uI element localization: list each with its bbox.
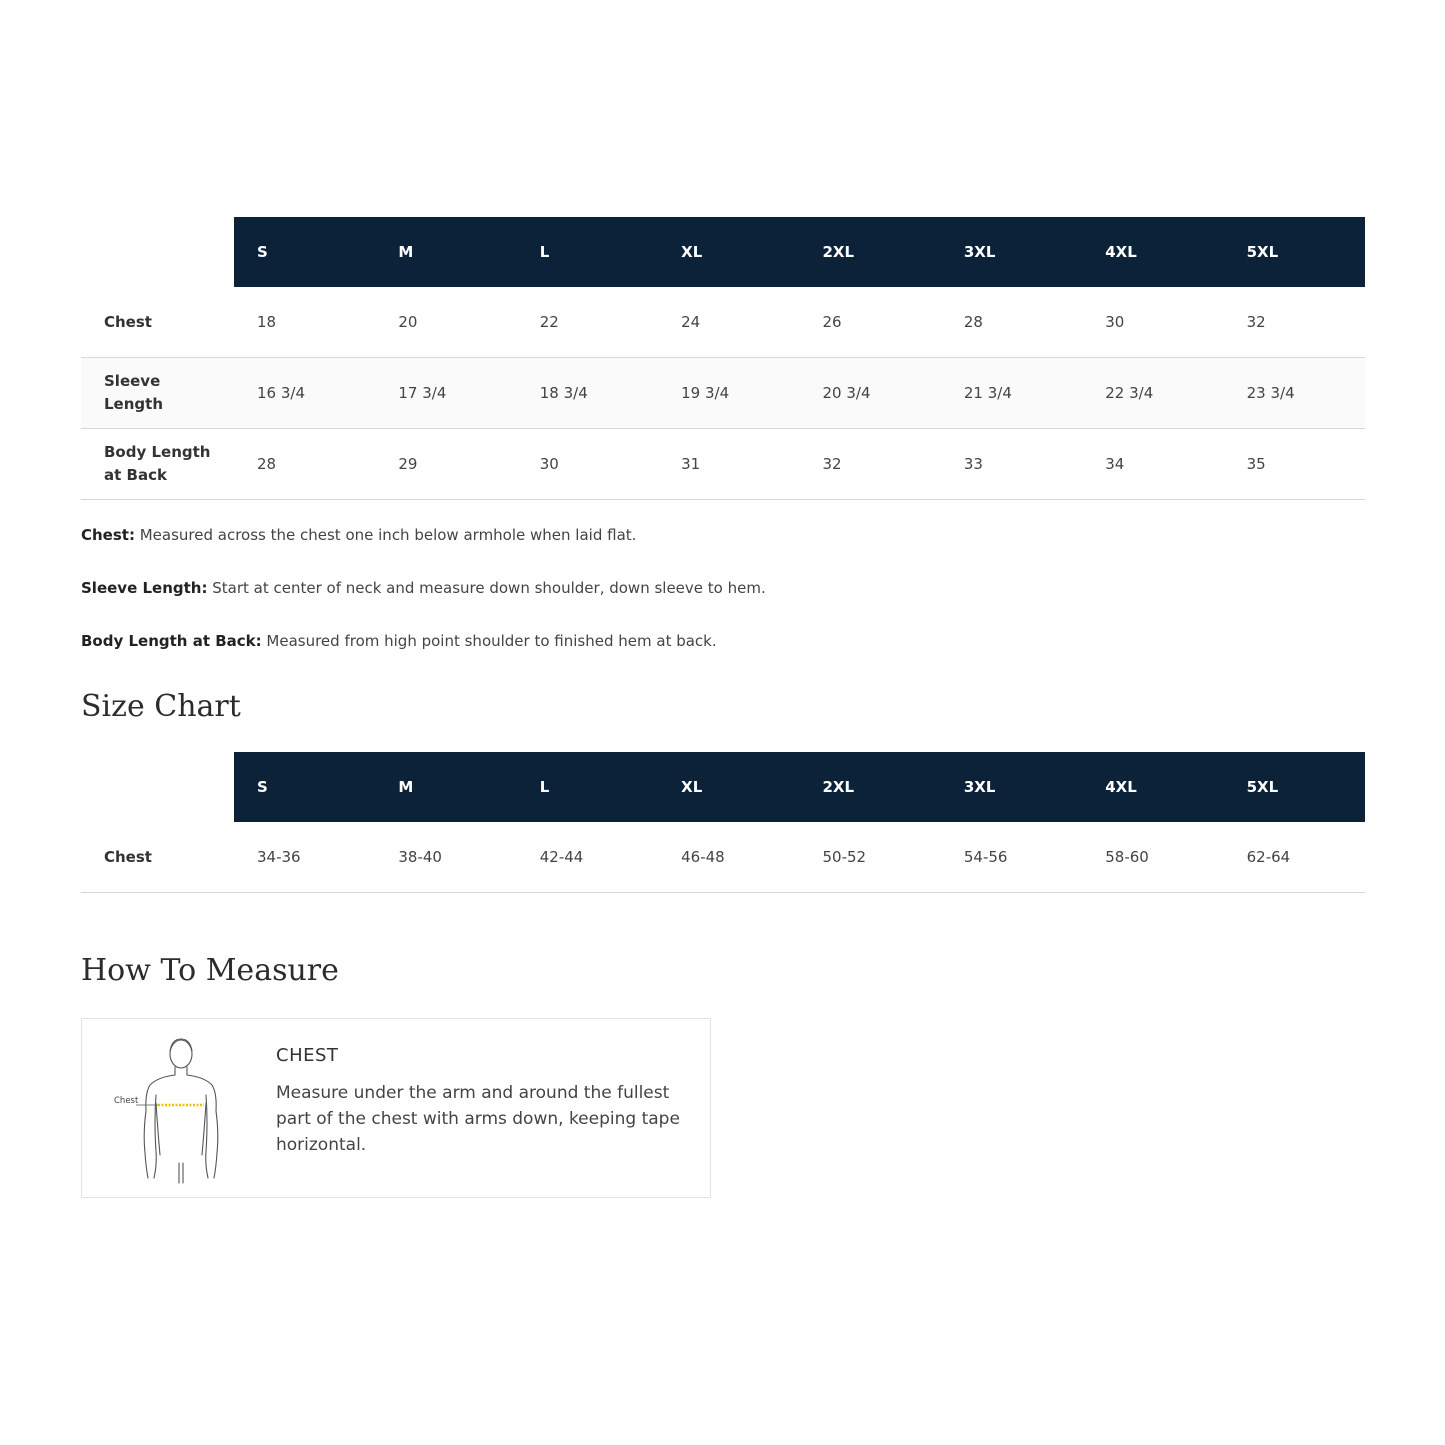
table-cell: 34 [1082,429,1223,500]
how-to-measure-title: How To Measure [81,953,339,988]
table-row [81,429,1365,500]
table-cell: 22 3/4 [1082,358,1223,429]
table-cell: 20 3/4 [800,358,941,429]
row-label-chest: Chest [81,822,234,893]
table-row [81,358,1365,429]
measure-text [276,1045,686,1158]
table-cell: 46-48 [658,822,799,893]
table-cell: 17 3/4 [375,358,516,429]
size-header: M [375,752,516,822]
row-label-chest: Chest [81,287,234,358]
size-header: 4XL [1082,217,1223,287]
size-header: 2XL [800,217,941,287]
note-term: Body Length at Back: [81,632,262,650]
measurements-header-row [81,217,1365,287]
size-header: M [375,217,516,287]
table-cell: 58-60 [1082,822,1223,893]
table-cell: 62-64 [1224,822,1365,893]
table-cell: 23 3/4 [1224,358,1365,429]
size-header: L [517,217,658,287]
size-header: 3XL [941,217,1082,287]
table-cell: 22 [517,287,658,358]
header-corner [81,217,234,287]
row-label-sleeve-length: Sleeve Length [81,358,234,429]
table-cell: 42-44 [517,822,658,893]
table-cell: 50-52 [800,822,941,893]
size-header: 4XL [1082,752,1223,822]
table-cell: 29 [375,429,516,500]
measure-heading: CHEST [276,1045,339,1066]
note-sleeve-length [81,579,1365,598]
size-header: 3XL [941,752,1082,822]
size-header: L [517,752,658,822]
table-cell: 18 [234,287,375,358]
size-chart-table [81,752,1365,893]
table-cell: 16 3/4 [234,358,375,429]
header-corner [81,752,234,822]
table-cell: 20 [375,287,516,358]
table-cell: 31 [658,429,799,500]
note-text: Measured from high point shoulder to finished hem at back. [261,632,717,650]
size-header: 5XL [1224,217,1365,287]
table-cell: 28 [941,287,1082,358]
size-header: XL [658,217,799,287]
row-label-body-length: Body Length at Back [81,429,234,500]
table-cell: 38-40 [375,822,516,893]
chest-measure-card [81,1018,711,1198]
note-text: Measured across the chest one inch below armhole when laid flat. [134,526,637,544]
size-guide [81,217,1365,1198]
body-outline-illustration [108,1033,228,1185]
table-cell: 19 3/4 [658,358,799,429]
table-cell: 54-56 [941,822,1082,893]
measure-description: Measure under the arm and around the fullest part of the chest with arms down, keeping tape horizontal. [276,1083,680,1155]
measurement-notes [81,526,1365,651]
table-cell: 18 3/4 [517,358,658,429]
table-cell: 21 3/4 [941,358,1082,429]
size-header: 5XL [1224,752,1365,822]
table-cell: 24 [658,287,799,358]
note-text: Start at center of neck and measure down shoulder, down sleeve to hem. [207,579,766,597]
size-header: XL [658,752,799,822]
note-term: Sleeve Length: [81,579,208,597]
table-row [81,822,1365,893]
table-cell: 26 [800,287,941,358]
table-cell: 28 [234,429,375,500]
table-cell: 35 [1224,429,1365,500]
table-cell: 33 [941,429,1082,500]
measurements-table [81,217,1365,500]
table-row [81,287,1365,358]
size-header: 2XL [800,752,941,822]
size-header: S [234,752,375,822]
size-chart-title: Size Chart [81,689,241,724]
table-cell: 30 [1082,287,1223,358]
note-term: Chest: [81,526,135,544]
note-chest [81,526,1365,545]
size-chart-header-row [81,752,1365,822]
table-cell: 32 [800,429,941,500]
table-cell: 30 [517,429,658,500]
note-body-length [81,632,1365,651]
table-cell: 34-36 [234,822,375,893]
table-cell: 32 [1224,287,1365,358]
size-header: S [234,217,375,287]
chest-figure-label: Chest [114,1096,139,1106]
